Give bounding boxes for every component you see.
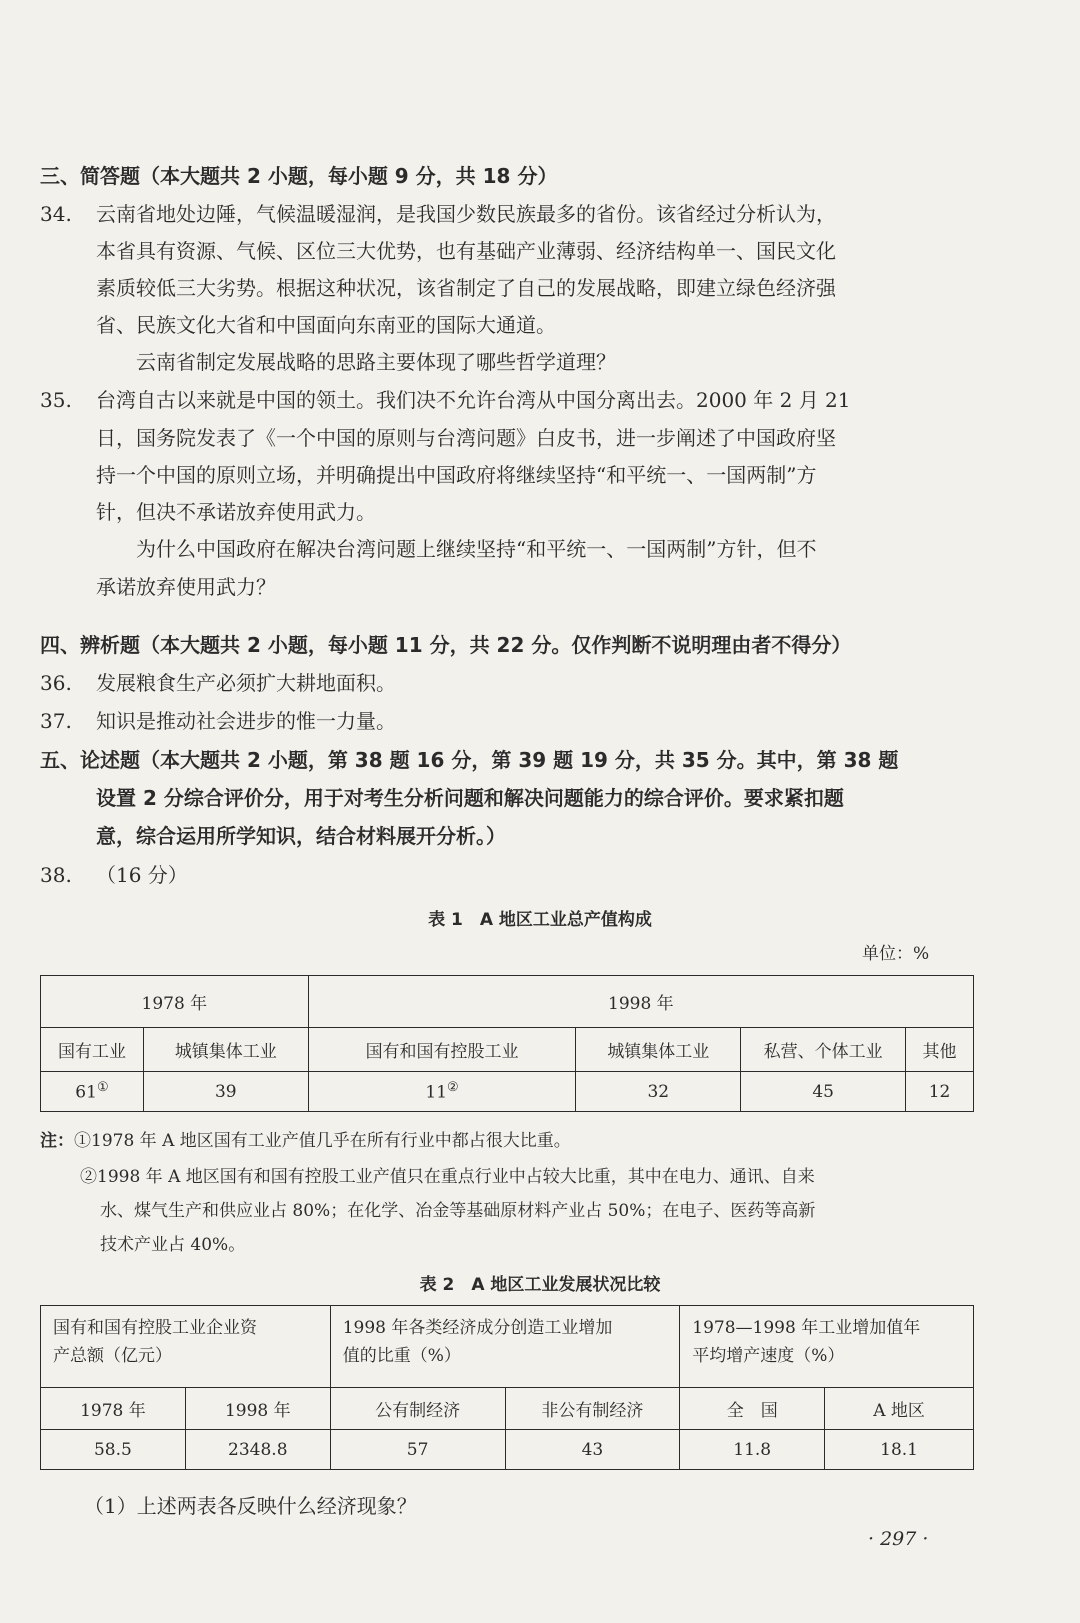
question-38-number: 38. bbox=[40, 863, 72, 887]
section-3-heading: 三、简答题（本大题共 2 小题，每小题 9 分，共 18 分） bbox=[40, 164, 558, 188]
question-35-line-4: 针，但决不承诺放弃使用武力。 bbox=[96, 500, 376, 524]
question-37-number: 37. bbox=[40, 709, 72, 733]
table-2-cell: 11.8 bbox=[680, 1430, 825, 1470]
header-line: 1978—1998 年工业增加值年 bbox=[692, 1318, 921, 1338]
table-2-header-share bbox=[330, 1306, 680, 1388]
question-34-line-2: 本省具有资源、气候、区位三大优势，也有基础产业薄弱、经济结构单一、国民文化 bbox=[96, 239, 836, 263]
header-line: 1998 年各类经济成分创造工业增加 bbox=[342, 1318, 613, 1338]
sub-question-1: （1）上述两表各反映什么经济现象？ bbox=[84, 1494, 417, 1518]
header-line: 国有和国有控股工业企业资 bbox=[53, 1318, 257, 1338]
question-37-text: 知识是推动社会进步的惟一力量。 bbox=[96, 709, 396, 733]
question-36-text: 发展粮食生产必须扩大耕地面积。 bbox=[96, 671, 396, 695]
note-2-line-2: 水、煤气生产和供应业占 80%；在化学、冶金等基础原材料产业占 50%；在电子、医药等高新 bbox=[100, 1201, 816, 1221]
note-label: 注： bbox=[40, 1131, 74, 1151]
table-2-cell: 57 bbox=[330, 1430, 505, 1470]
note-1-text: ①1978 年 A 地区国有工业产值几乎在所有行业中都占很大比重。 bbox=[74, 1131, 571, 1151]
table-1-header: 国有和国有控股工业 bbox=[308, 1028, 576, 1072]
question-36-number: 36. bbox=[40, 671, 72, 695]
footnote-mark-1: ① bbox=[96, 1080, 109, 1096]
table-2-subheader: 非公有制经济 bbox=[505, 1388, 680, 1430]
question-35-prompt-2: 承诺放弃使用武力？ bbox=[96, 575, 276, 599]
table-1-cell bbox=[308, 1072, 576, 1112]
question-34-number: 34. bbox=[40, 202, 72, 226]
footnote-mark-2: ② bbox=[447, 1080, 459, 1096]
question-35-text: 台湾自古以来就是中国的领土。我们决不允许台湾从中国分离出去。2000 年 2 月 21 bbox=[96, 388, 851, 412]
question-35-number: 35. bbox=[40, 388, 72, 412]
table-1 bbox=[40, 975, 974, 1112]
section-4-heading: 四、辨析题（本大题共 2 小题，每小题 11 分，共 22 分。仅作判断不说明理由者不得分） bbox=[40, 633, 852, 657]
table-1-unit: 单位：% bbox=[862, 944, 930, 964]
table-2-cell: 2348.8 bbox=[185, 1430, 330, 1470]
table-2-caption: 表 2 A 地区工业发展状况比较 bbox=[419, 1275, 661, 1295]
table-2-cell: 18.1 bbox=[825, 1430, 974, 1470]
question-35-line-3: 持一个中国的原则立场，并明确提出中国政府将继续坚持“和平统一、一国两制”方 bbox=[96, 463, 817, 487]
table-1-cell: 12 bbox=[906, 1072, 974, 1112]
note-2-line-3: 技术产业占 40%。 bbox=[100, 1235, 246, 1255]
table-1-cell: 32 bbox=[576, 1072, 741, 1112]
question-35-line-1 bbox=[40, 386, 851, 414]
header-line: 平均增产速度（%） bbox=[692, 1346, 845, 1366]
table-1-cell: 45 bbox=[741, 1072, 906, 1112]
table-1-year-1978: 1978 年 bbox=[41, 976, 309, 1028]
header-line: 产总额（亿元） bbox=[53, 1346, 172, 1366]
table-1-header: 私营、个体工业 bbox=[741, 1028, 906, 1072]
table-1-header: 国有工业 bbox=[41, 1028, 144, 1072]
table-2-subheader: A 地区 bbox=[825, 1388, 974, 1430]
table-1-header: 城镇集体工业 bbox=[143, 1028, 308, 1072]
table-1-cell: 39 bbox=[143, 1072, 308, 1112]
section-5-heading-1: 五、论述题（本大题共 2 小题，第 38 题 16 分，第 39 题 19 分，共 35 分。其中，第 38 题 bbox=[40, 748, 899, 772]
question-38 bbox=[40, 861, 188, 889]
note-2-line-1: ②1998 年 A 地区国有和国有控股工业产值只在重点行业中占较大比重，其中在电力、通讯、自来 bbox=[80, 1167, 815, 1187]
table-2-subheader: 公有制经济 bbox=[330, 1388, 505, 1430]
table-2-subheader: 全 国 bbox=[680, 1388, 825, 1430]
table-2-subheader: 1998 年 bbox=[185, 1388, 330, 1430]
table-1-header: 其他 bbox=[906, 1028, 974, 1072]
question-36 bbox=[40, 669, 396, 697]
table-2-cell: 43 bbox=[505, 1430, 680, 1470]
question-35-line-2: 日，国务院发表了《一个中国的原则与台湾问题》白皮书，进一步阐述了中国政府坚 bbox=[96, 426, 836, 450]
question-35-prompt-1: 为什么中国政府在解决台湾问题上继续坚持“和平统一、一国两制”方针，但不 bbox=[136, 537, 817, 561]
question-34-prompt: 云南省制定发展战略的思路主要体现了哪些哲学道理？ bbox=[136, 350, 616, 374]
table-1-header: 城镇集体工业 bbox=[576, 1028, 741, 1072]
section-5-heading-3: 意，综合运用所学知识，结合材料展开分析。） bbox=[96, 824, 506, 848]
question-34-line-1 bbox=[40, 200, 836, 228]
question-38-score: （16 分） bbox=[96, 863, 188, 887]
table-1-year-1998: 1998 年 bbox=[308, 976, 973, 1028]
note-1 bbox=[40, 1124, 571, 1158]
table-2-header-assets bbox=[41, 1306, 331, 1388]
table-2-cell: 58.5 bbox=[41, 1430, 186, 1470]
table-1-value: 11 bbox=[425, 1082, 448, 1103]
section-5-heading-2: 设置 2 分综合评价分，用于对考生分析问题和解决问题能力的综合评价。要求紧扣题 bbox=[96, 786, 844, 810]
question-34-line-4: 省、民族文化大省和中国面向东南亚的国际大通道。 bbox=[96, 313, 556, 337]
table-2-header-growth bbox=[680, 1306, 974, 1388]
question-34-line-3: 素质较低三大劣势。根据这种状况，该省制定了自己的发展战略，即建立绿色经济强 bbox=[96, 276, 836, 300]
table-1-value: 61 bbox=[75, 1082, 97, 1103]
table-1-cell bbox=[41, 1072, 144, 1112]
header-line: 值的比重（%） bbox=[342, 1346, 461, 1366]
table-2-subheader: 1978 年 bbox=[41, 1388, 186, 1430]
question-34-text: 云南省地处边陲，气候温暖湿润，是我国少数民族最多的省份。该省经过分析认为， bbox=[96, 202, 836, 226]
question-37 bbox=[40, 707, 396, 735]
table-2 bbox=[40, 1305, 974, 1470]
table-1-caption: 表 1 A 地区工业总产值构成 bbox=[428, 910, 652, 930]
page-number: · 297 · bbox=[868, 1528, 929, 1550]
